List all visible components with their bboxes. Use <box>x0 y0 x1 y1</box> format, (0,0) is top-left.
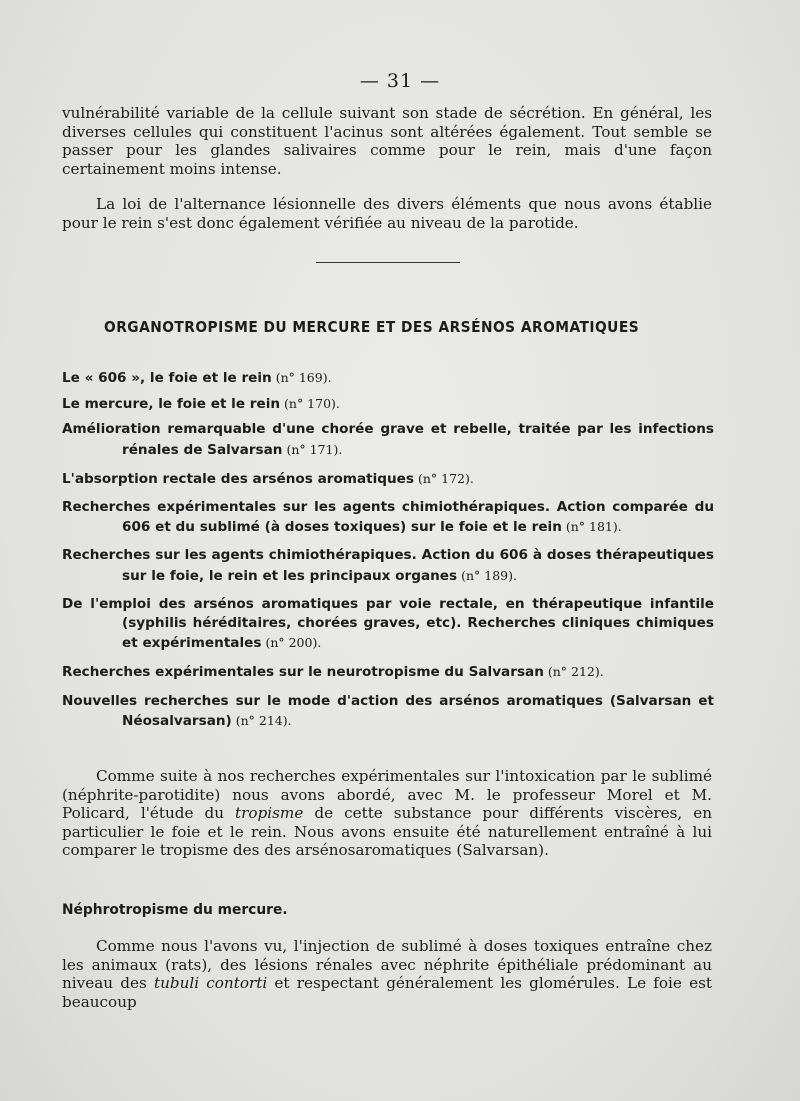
publication-ref: (n° 214). <box>231 712 292 728</box>
publication-item <box>62 368 714 388</box>
publication-ref: (n° 212). <box>543 664 604 680</box>
publication-title: Amélioration remarquable d'une chorée grave et rebelle, traitée par les infections rénales de Salvarsan <box>62 421 714 458</box>
publication-item <box>62 692 714 731</box>
section-title: ORGANOTROPISME DU MERCURE ET DES ARSÉNOS AROMATIQUES <box>104 318 640 336</box>
publication-item <box>62 394 714 414</box>
intro-paragraph-2: La loi de l'alternance lésionnelle des divers éléments que nous avons établie pour le rein s'est donc également vérifiée au niveau de la parotide. <box>62 195 712 232</box>
publication-item <box>62 595 714 654</box>
publication-ref: (n° 189). <box>457 567 517 583</box>
publication-title: Nouvelles recherches sur le mode d'action des arsénos aromatiques (Salvarsan et Néosalvarsan) <box>62 692 714 729</box>
publication-ref: (n° 200). <box>261 635 322 651</box>
publication-item <box>62 662 714 682</box>
page-number: — 31 — <box>359 70 441 92</box>
emphasis-tropisme: tropisme <box>235 804 304 822</box>
body-paragraph-1-text: Comme suite à nos recherches expérimentales sur l'intoxication par le sublimé (néphrite-parotidite) nous avons abordé, avec M. le professeur Morel et M. Policard, l'étude du <box>62 767 712 822</box>
publication-title: Le « 606 », le foie et le rein <box>62 370 272 386</box>
publication-ref: (n° 171). <box>282 441 343 457</box>
body-paragraph-1 <box>62 767 712 860</box>
section-divider <box>316 262 460 263</box>
publication-ref: (n° 170). <box>280 396 340 412</box>
body-paragraph-2-text-end: et respectant généralement les glomérules. Le foie est beaucoup <box>62 974 712 1011</box>
intro-paragraph-1: vulnérabilité variable de la cellule suivant son stade de sécrétion. En général, les diverses cellules qui constituent l'acinus sont altérées également. Tout semble se passer pour les glandes salivaires comme pour le rein, mais d'une façon certainement moins intense. <box>62 104 712 178</box>
publication-title: Recherches expérimentales sur les agents chimiothérapiques. Action comparée du 606 et du sublimé (à doses toxiques) sur le foie et le rein <box>62 499 714 536</box>
publication-title: Le mercure, le foie et le rein <box>62 396 281 413</box>
publication-title: Recherches sur les agents chimiothérapiques. Action du 606 à doses thérapeutiques sur le foie, le rein et les principaux organes <box>62 547 714 584</box>
publication-item <box>62 546 714 585</box>
publication-title: L'absorption rectale des arsénos aromatiques <box>62 470 414 487</box>
publication-title: De l'emploi des arsénos aromatiques par voie rectale, en thérapeutique infantile (syphilis héréditaires, chorées graves, etc). Recherches cliniques chimiques et expérimentales <box>62 595 714 652</box>
emphasis-tubuli: tubuli contorti <box>153 974 268 992</box>
publication-item <box>62 420 714 459</box>
publication-list <box>62 368 714 731</box>
publication-item <box>62 469 714 489</box>
publication-ref: (n° 169). <box>271 370 332 385</box>
publication-ref: (n° 181). <box>561 519 622 535</box>
subheading: Néphrotropisme du mercure. <box>62 902 288 918</box>
body-paragraph-1-text-end: de cette substance pour différents viscères, en particulier le foie et le rein. Nous avons ensuite été naturellement entraîné à lui comparer le tropisme des des arsénosaromatiques (Salvarsan). <box>62 804 712 859</box>
publication-title: Recherches expérimentales sur le neurotropisme du Salvarsan <box>62 664 544 681</box>
publication-item <box>62 498 714 537</box>
body-paragraph-2 <box>62 937 712 1011</box>
body-paragraph-2-text: Comme nous l'avons vu, l'injection de sublimé à doses toxiques entraîne chez les animaux (rats), des lésions rénales avec néphrite épithéliale prédominant au niveau des <box>62 937 712 992</box>
publication-ref: (n° 172). <box>414 470 474 486</box>
